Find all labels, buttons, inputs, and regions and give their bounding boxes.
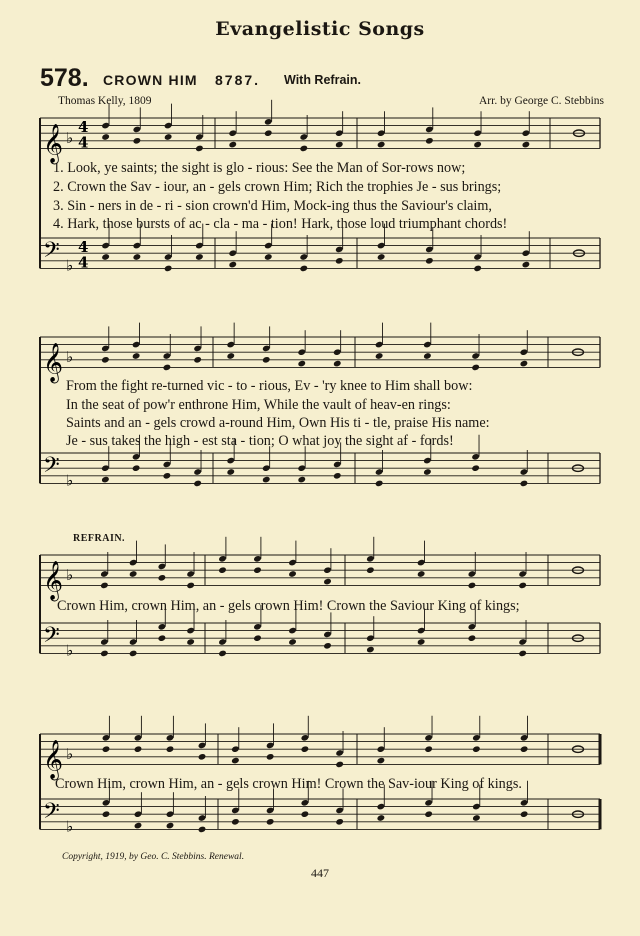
note-head (335, 818, 344, 826)
note-head (299, 145, 308, 153)
note-head (133, 253, 142, 261)
hymn-title: CROWN HIM (103, 72, 198, 88)
note-head (133, 137, 142, 145)
note-head (377, 141, 386, 149)
note-head (228, 261, 237, 269)
note-head (518, 582, 527, 590)
note-head (193, 480, 202, 488)
refrain-note: With Refrain. (284, 73, 361, 87)
note-head (166, 745, 175, 753)
note-head (100, 650, 109, 658)
note-head (158, 634, 167, 642)
note-head (472, 745, 481, 753)
time-signature-top: 4 (78, 118, 89, 137)
note-head (226, 468, 235, 476)
verse-1-line-b: From the fight re-turned vic - to - rious, Ev - 'ry knee to Him shall bow: (66, 378, 473, 394)
note-head (333, 360, 342, 368)
note-head (377, 253, 386, 261)
note-head (473, 141, 482, 149)
note-head (266, 753, 275, 761)
time-signature-bottom: 4 (78, 253, 89, 272)
note-head (472, 814, 481, 822)
verse-3-line-b: Saints and an - gels crowd a-round Him, Own His ti - tle, praise His name: (66, 415, 490, 431)
note-head (231, 818, 240, 826)
treble-clef: 𝄞 (43, 739, 64, 780)
refrain-line-1: Crown Him, crown Him, an - gels crown Him! Crown the Saviour King of kings; (57, 598, 520, 614)
note-head (520, 480, 529, 488)
note-head (297, 476, 306, 484)
note-head (226, 352, 235, 360)
note-head (301, 745, 310, 753)
treble-clef: 𝄞 (43, 560, 64, 601)
note-head (218, 650, 227, 658)
note-head (134, 745, 143, 753)
note-head (129, 650, 138, 658)
hymn-meter: 8787. (215, 72, 261, 88)
verse-2-line-b: In the seat of pow'r enthrone Him, While the vault of heav-en rings: (66, 397, 451, 413)
flat-sign: ♭ (66, 347, 74, 366)
note-head (424, 810, 433, 818)
treble-clef: 𝄞 (43, 123, 64, 164)
verse-2-line-a: 2. Crown the Sav - iour, an - gels crown Him; Rich the trophies Je - sus brings; (53, 179, 502, 195)
flat-sign: ♭ (66, 128, 74, 147)
note-head (377, 814, 386, 822)
time-signature-top: 4 (78, 238, 89, 257)
note-head (473, 265, 482, 273)
note-head (134, 822, 143, 830)
verse-1-line-a: 1. Look, ye saints; the sight is glo - rious: See the Man of Sor-rows now; (53, 160, 466, 176)
copyright-notice: Copyright, 1919, by Geo. C. Stebbins. Renewal. (62, 852, 245, 862)
note-head (262, 356, 271, 364)
bass-clef: 𝄢 (43, 237, 60, 268)
note-head (163, 472, 172, 480)
flat-sign: ♭ (66, 471, 74, 490)
note-head (375, 352, 384, 360)
note-head (297, 360, 306, 368)
note-head (198, 826, 207, 834)
note-head (417, 570, 426, 578)
note-head (195, 145, 204, 153)
note-head (193, 356, 202, 364)
note-head (102, 810, 111, 818)
note-head (518, 650, 527, 658)
note-head (417, 638, 426, 646)
treble-clef: 𝄞 (43, 342, 64, 383)
note-head (366, 566, 375, 574)
note-head (129, 570, 138, 578)
note-head (425, 257, 434, 265)
note-head (471, 364, 480, 372)
note-head (288, 638, 297, 646)
note-head (423, 468, 432, 476)
note-head (299, 265, 308, 273)
note-head (186, 582, 195, 590)
note-head (158, 574, 167, 582)
note-head (164, 265, 173, 273)
time-signature-bottom: 4 (78, 133, 89, 152)
flat-sign: ♭ (66, 744, 74, 763)
bass-clef: 𝄢 (43, 622, 60, 653)
note-head (266, 818, 275, 826)
author-credit: Thomas Kelly, 1809 (58, 95, 152, 107)
note-head (522, 261, 531, 269)
note-head (323, 642, 332, 650)
note-head (288, 570, 297, 578)
page-number: 447 (311, 866, 329, 880)
note-head (335, 257, 344, 265)
note-head (520, 810, 529, 818)
note-head (377, 757, 386, 765)
note-head (228, 141, 237, 149)
note-head (164, 133, 173, 141)
page-header: Evangelistic Songs (215, 18, 425, 40)
note-head (333, 472, 342, 480)
note-head (520, 360, 529, 368)
refrain-line-2: Crown Him, crown Him, an - gels crown Him! Crown the Sav-iour King of kings. (55, 776, 522, 792)
note-head (132, 352, 141, 360)
note-head (264, 253, 273, 261)
note-head (253, 566, 262, 574)
note-head (264, 129, 273, 137)
flat-sign: ♭ (66, 817, 74, 836)
refrain-label: REFRAIN. (73, 533, 126, 544)
note-head (424, 745, 433, 753)
note-head (335, 761, 344, 769)
flat-sign: ♭ (66, 256, 74, 275)
note-head (335, 141, 344, 149)
note-head (468, 582, 477, 590)
hymn-number: 578. (40, 64, 89, 92)
note-head (522, 141, 531, 149)
verse-4-line-b: Je - sus takes the high - est sta - tion; O what joy the sight af - fords! (66, 433, 454, 449)
note-head (366, 646, 375, 654)
arranger-credit: Arr. by George C. Stebbins (478, 95, 604, 107)
note-head (323, 578, 332, 586)
flat-sign: ♭ (66, 641, 74, 660)
note-head (231, 757, 240, 765)
note-head (253, 634, 262, 642)
note-head (218, 566, 227, 574)
note-head (132, 464, 141, 472)
note-head (375, 480, 384, 488)
note-head (101, 253, 110, 261)
note-head (195, 253, 204, 261)
note-head (262, 476, 271, 484)
note-head (520, 745, 529, 753)
note-head (471, 464, 480, 472)
bass-clef: 𝄢 (43, 798, 60, 829)
note-head (101, 476, 110, 484)
note-head (100, 582, 109, 590)
note-head (186, 638, 195, 646)
note-head (101, 356, 110, 364)
note-head (101, 133, 110, 141)
verse-3-line-a: 3. Sin - ners in de - ri - sion crown'd Him, Mock-ing thus the Saviour's claim, (53, 198, 492, 214)
note-head (102, 745, 111, 753)
bass-clef: 𝄢 (43, 452, 60, 483)
note-head (166, 822, 175, 830)
verse-4-line-a: 4. Hark, those bursts of ac - cla - ma - tion! Hark, those loud triumphant chords! (53, 216, 508, 232)
note-head (163, 364, 172, 372)
note-head (301, 810, 310, 818)
note-head (423, 352, 432, 360)
note-head (468, 634, 477, 642)
flat-sign: ♭ (66, 565, 74, 584)
note-head (425, 137, 434, 145)
note-head (198, 753, 207, 761)
